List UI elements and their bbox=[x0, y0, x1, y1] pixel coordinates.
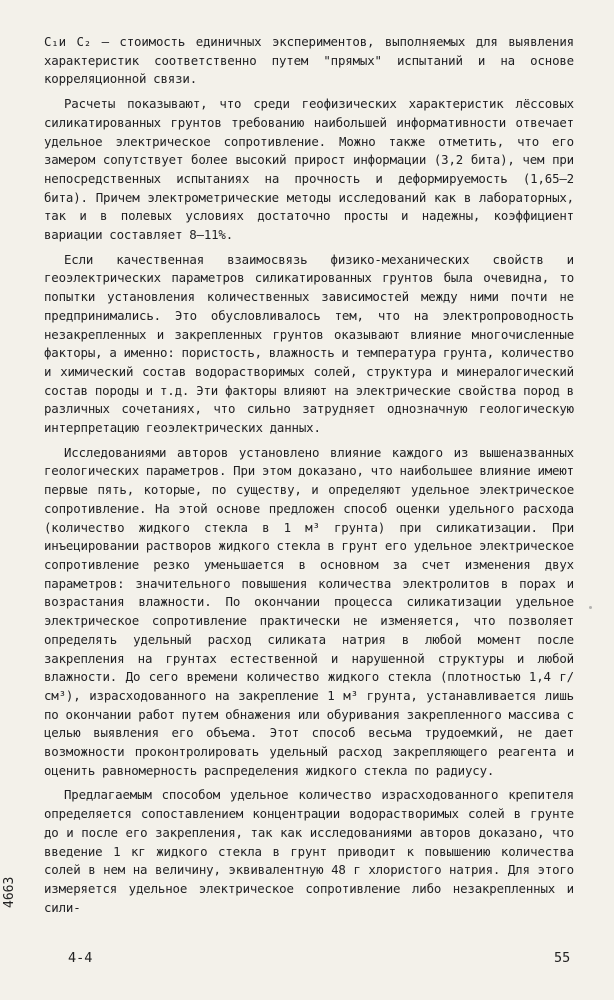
body-text bbox=[44, 33, 574, 923]
paragraph-2: Расчеты показывают, что среди геофизических характеристик лёссовых силикатированных грунтов требованию наибольшей информативности отвечает удельное электрическое сопротивление. Можно также отметить, что его замером сопутствует более высокий прирост информации (3,2 бита), чем при непосредственных испытаниях на прочность и деформируемость (1,65–2 бита). Причем электрометрические методы исследований как в лабораторных, так и в полевых условиях достаточно просты и надежны, коэффициент вариации составляет 8–11%. bbox=[44, 96, 574, 243]
paragraph-3: Если качественная взаимосвязь физико-механических свойств и геоэлектрических параметров силикатированных грунтов была очевидна, то попытки установления количественных зависимостей между ними почти не предпринимались. Это обусловливалось тем, что на электропроводность незакрепленных и закрепленных грунтов оказывают влияние многочисленные факторы, а именно: пористость, влажность и температура грунта, количество и химический состав водорастворимых солей, структура и минералогический состав породы и т.д. Эти факторы влияют на электрические свойства пород в различных сочетаниях, что сильно затрудняет однозначную геологическую интерпретацию геоэлектрических данных. bbox=[44, 251, 574, 436]
page-number: 55 bbox=[554, 950, 571, 966]
paragraph-5: Предлагаемым способом удельное количество израсходованного крепителя определяется сопоставлением концентрации водорастворимых солей в грунте до и после его закрепления, так как исследованиями авторов доказано, что введение 1 кг жидкого стекла в грунт приводит к повышению количества солей в нем на величину, эквивалентную 48 г хлористого натрия. Для этого измеряется удельное электрическое сопротивление либо незакрепленных и сили- bbox=[44, 787, 574, 915]
paragraph-4: Исследованиями авторов установлено влияние каждого из вышеназванных геологических параметров. При этом доказано, что наибольшее влияние имеют первые пять, которые, по существу, и определяют удельное электрическое сопротивление. На этой основе предложен способ оценки удельного расхода (количество жидкого стекла в 1 м³ грунта) при силикатизации. При инъецировании растворов жидкого стекла в грунт его удельное электрическое сопротивление резко уменьшается в основном за счет изменения двух параметров: значительного повышения количества электролитов в порах и возрастания влажности. По окончании процесса силикатизации удельное электрическое сопротивление практически не изменяется, что позволяет определять удельный расход силиката натрия в любой момент после закрепления на грунтах естественной и нарушенной структуры и любой влажности. До сего времени количество жидкого стекла (плотностью 1,4 г/см³), израсходованного на закрепление 1 м³ грунта, устанавливается лишь по окончании работ путем обнажения или обуривания закрепленного массива с целью выявления его объема. Этот способ весьма трудоемкий, не дает возможности проконтролировать удельный расход закрепляющего реагента и оценить равномерность распределения жидкого стекла по радиусу. bbox=[44, 444, 574, 778]
signature-mark: 4-4 bbox=[68, 950, 93, 966]
margin-archive-number: 4663 bbox=[2, 876, 17, 908]
paper-speck bbox=[589, 606, 592, 609]
paragraph-1: C₁и C₂ – стоимость единичных экспериментов, выполняемых для выявления характеристик соответственно путем "прямых" испытаний и на основе корреляционной связи. bbox=[44, 34, 574, 87]
